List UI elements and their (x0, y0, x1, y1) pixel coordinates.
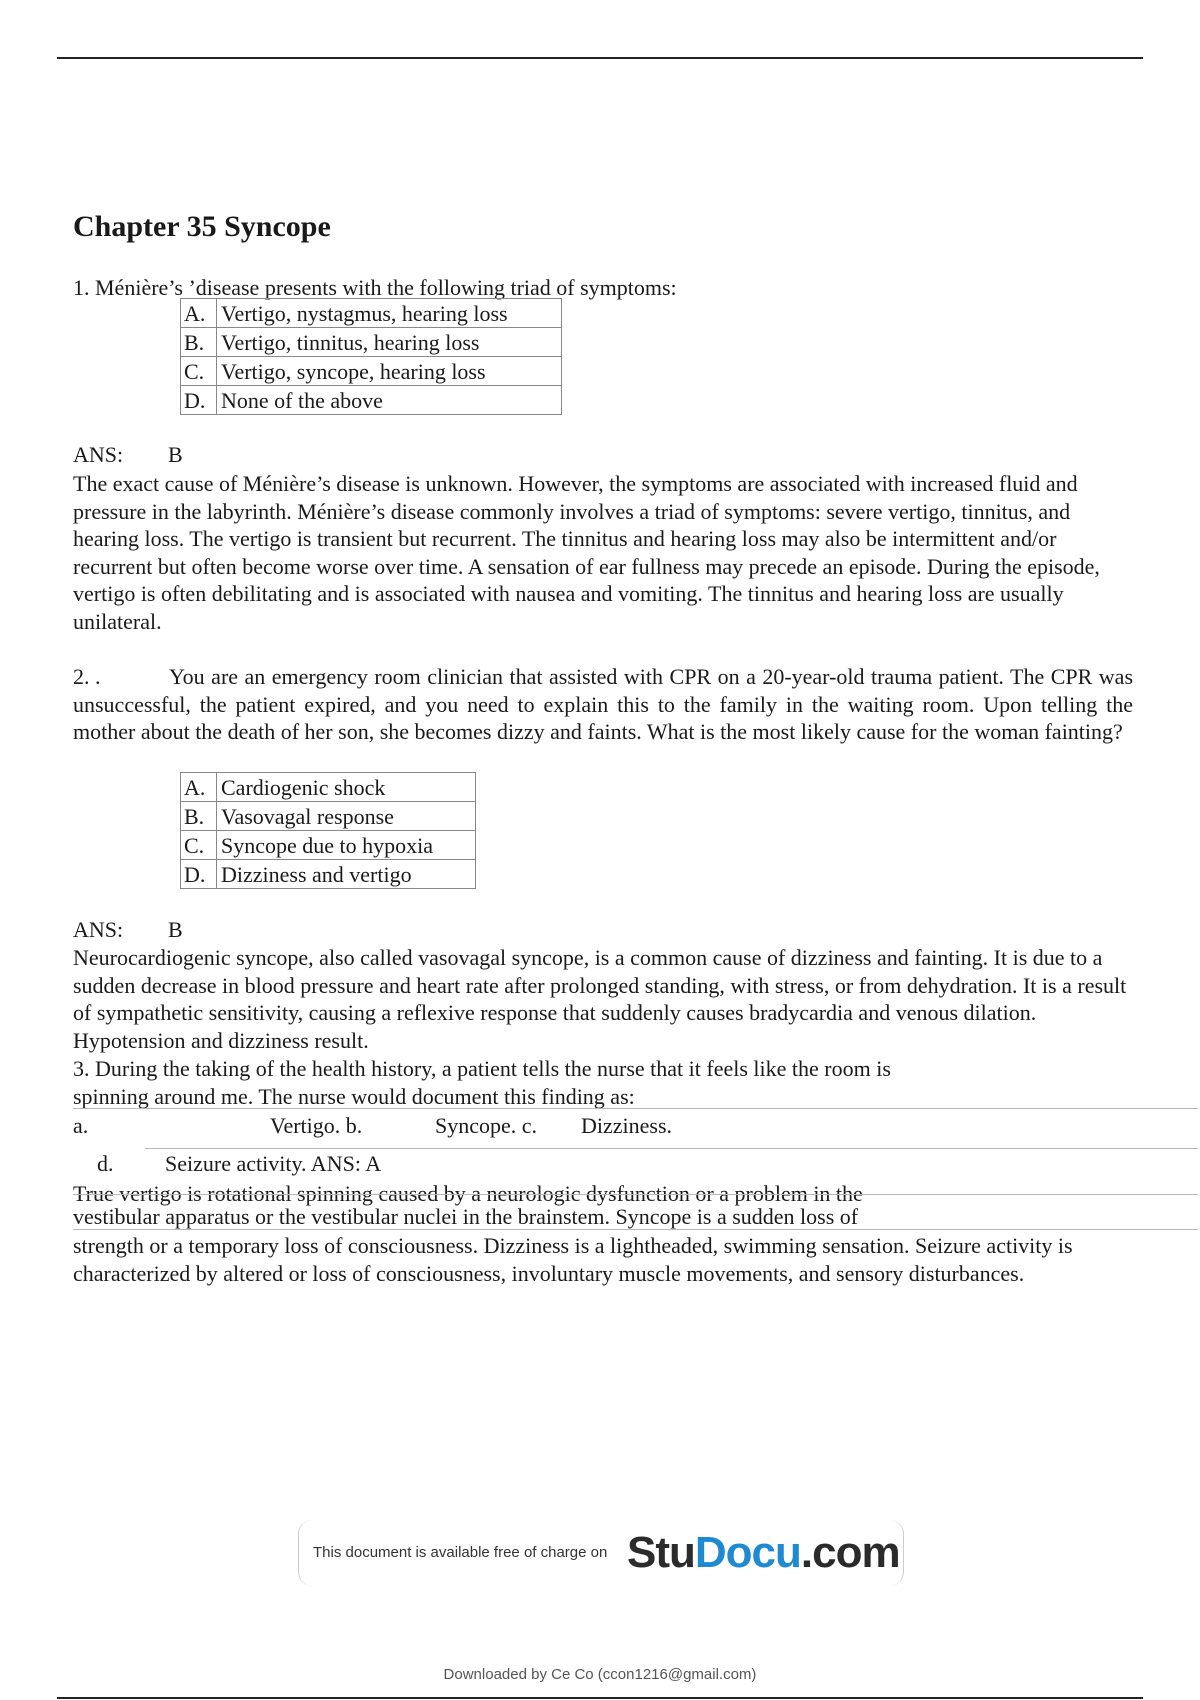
question-2-number: 2. . (73, 664, 101, 689)
question-1-answer (73, 442, 183, 468)
rationale-line-1: True vertigo is rotational spinning caused by a neurologic dysfunction or a problem in the (73, 1181, 863, 1206)
question-2-options (180, 772, 476, 889)
option-text: Vertigo, tinnitus, hearing loss (217, 328, 562, 357)
option-letter: D. (181, 860, 217, 889)
option-d-text: Seizure activity. ANS: A (165, 1151, 382, 1176)
rationale-line-2: vestibular apparatus or the vestibular nuclei in the brainstem. Syncope is a sudden loss of (73, 1204, 859, 1229)
logo-com: .com (800, 1528, 900, 1577)
option-letter: B. (181, 802, 217, 831)
question-1-stem: 1. Ménière’s ’disease presents with the following triad of symptoms: (73, 275, 677, 300)
question-1-options (180, 298, 562, 415)
option-row (181, 860, 476, 889)
option-letter: C. (181, 357, 217, 386)
studocu-logo[interactable] (627, 1528, 900, 1578)
guide-line (73, 1108, 1198, 1109)
answer-value: B (168, 917, 183, 942)
bottom-rule (57, 1697, 1143, 1699)
chapter-title: Chapter 35 Syncope (73, 210, 331, 243)
option-text: Syncope due to hypoxia (217, 831, 476, 860)
option-letter: A. (181, 773, 217, 802)
downloaded-by: Downloaded by Ce Co (ccon1216@gmail.com) (443, 1666, 757, 1683)
option-row (181, 831, 476, 860)
availability-note: This document is available free of charge on (313, 1544, 608, 1561)
option-row (181, 802, 476, 831)
question-2-rationale: Neurocardiogenic syncope, also called vasovagal syncope, is a common cause of dizziness and fainting. It is due to a sudden decrease in blood pressure and heart rate after prolonged standing, with stress, or from dehydration. It is a result of sympathetic sensitivity, causing a reflexive response that suddenly causes bradycardia and venous dilation. Hypotension and dizziness result. (73, 945, 1127, 1053)
guide-line (73, 1229, 1198, 1230)
option-text: Dizziness and vertigo (217, 860, 476, 889)
option-letter: A. (181, 299, 217, 328)
logo-docu: Docu (694, 1528, 801, 1577)
question-3-rationale: strength or a temporary loss of consciousness. Dizziness is a lightheaded, swimming sensation. Seizure activity is characterized by altered or loss of consciousness, involuntary muscle movements, and sensory disturbances. (73, 1233, 1073, 1286)
strike-line (73, 1194, 1198, 1195)
logo-stu: Stu (627, 1528, 695, 1577)
option-text: Vertigo, syncope, hearing loss (217, 357, 562, 386)
answer-value: B (168, 442, 183, 467)
option-text: Cardiogenic shock (217, 773, 476, 802)
option-a-letter: a. (73, 1113, 89, 1138)
top-rule (57, 57, 1143, 59)
option-row (181, 773, 476, 802)
question-2-text: You are an emergency room clinician that assisted with CPR on a 20-year-old trauma patient. The CPR was unsuccessful, the patient expired, and you need to explain this to the family in the waiting room. Upon telling the mother about the death of her son, she becomes dizzy and faints. What is the most likely cause for the woman fainting? (73, 664, 1133, 744)
option-row (181, 299, 562, 328)
option-text: Vasovagal response (217, 802, 476, 831)
guide-line (145, 1148, 1198, 1149)
question-2-answer (73, 917, 183, 943)
option-letter: C. (181, 831, 217, 860)
question-1-rationale: The exact cause of Ménière’s disease is unknown. However, the symptoms are associated with increased fluid and pressure in the labyrinth. Ménière’s disease commonly involves a triad of symptoms: severe vertigo, tinnitus, and hearing loss. The vertigo is transient but recurrent. The tinnitus and hearing loss may also be intermittent and/or recurrent but often become worse over time. A sensation of ear fullness may precede an episode. During the episode, vertigo is often debilitating and is associated with nausea and vomiting. The tinnitus and hearing loss are usually unilateral. (73, 471, 1100, 634)
question-3-stem-line-2: spinning around me. The nurse would document this finding as: (73, 1084, 635, 1109)
question-2-stem (73, 663, 1133, 746)
answer-label: ANS: (73, 442, 124, 467)
option-row (181, 357, 562, 386)
option-d-letter: d. (97, 1151, 114, 1176)
option-c-text: Dizziness. (581, 1113, 673, 1138)
answer-label: ANS: (73, 917, 124, 942)
option-text: None of the above (217, 386, 562, 415)
option-b-text: Syncope. c. (435, 1113, 538, 1138)
option-letter: D. (181, 386, 217, 415)
question-3-stem-line-1: 3. During the taking of the health history, a patient tells the nurse that it feels like the room is (73, 1056, 891, 1081)
option-a-text: Vertigo. b. (270, 1113, 363, 1138)
option-text: Vertigo, nystagmus, hearing loss (217, 299, 562, 328)
option-row (181, 328, 562, 357)
option-letter: B. (181, 328, 217, 357)
option-row (181, 386, 562, 415)
